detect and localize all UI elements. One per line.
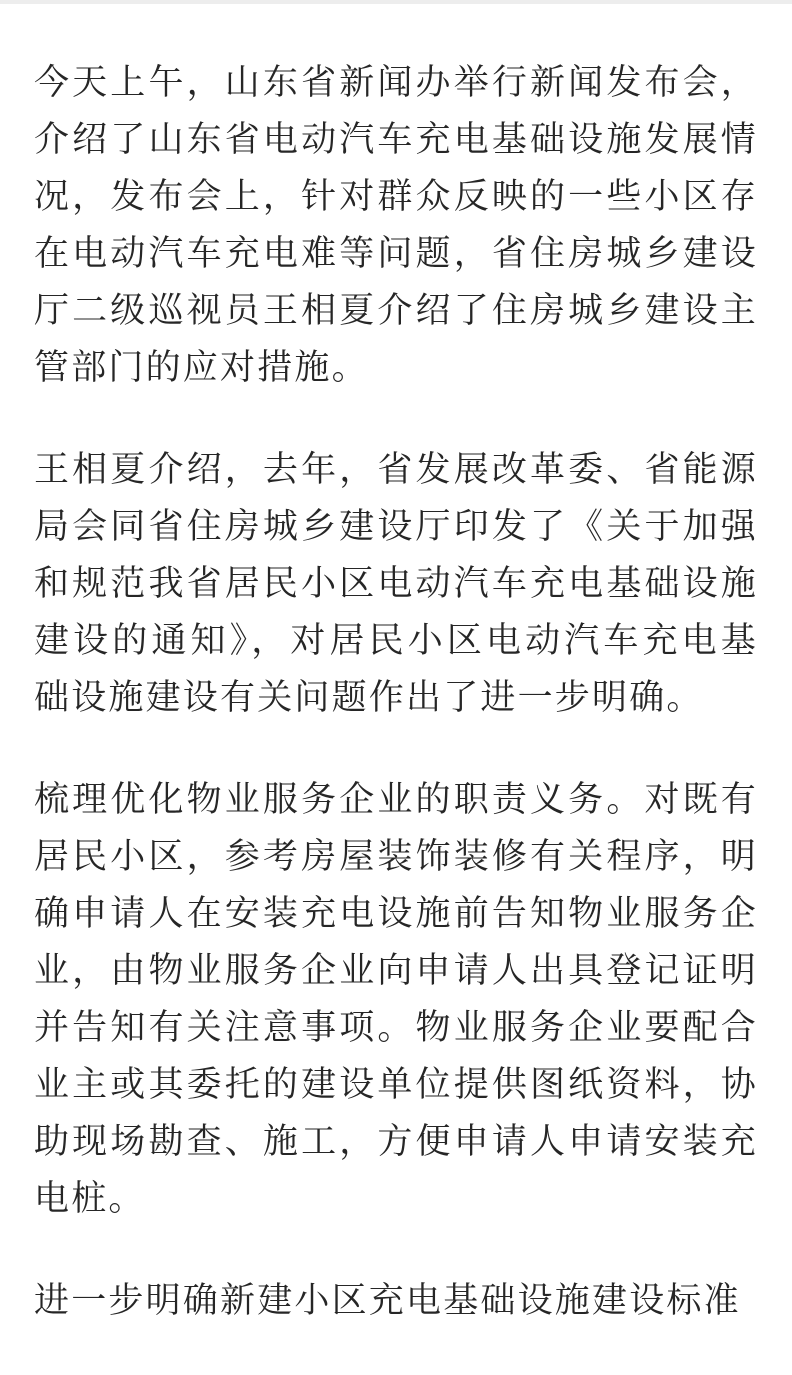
article-paragraph: 进一步明确新建小区充电基础设施建设标准 <box>34 1281 741 1321</box>
article-paragraph: 王相夏介绍，去年，省发展改革委、省能源局会同省住房城乡建设厅印发了《关于加强和规范我省居民小区电动汽车充电基础设施建设的通知》，对居民小区电动汽车充电基础设施建设有关问题作出了进一步明确。 <box>34 450 758 718</box>
article-paragraph: 今天上午，山东省新闻办举行新闻发布会，介绍了山东省电动汽车充电基础设施发展情况，发布会上，针对群众反映的一些小区存在电动汽车充电难等问题，省住房城乡建设厅二级巡视员王相夏介绍了住房城乡建设主管部门的应对措施。 <box>34 63 758 388</box>
article-body <box>34 55 758 1375</box>
article-paragraph: 梳理优化物业服务企业的职责义务。对既有居民小区，参考房屋装饰装修有关程序，明确申请人在安装充电设施前告知物业服务企业，由物业服务企业向申请人出具登记证明并告知有关注意事项。物业服务企业要配合业主或其委托的建设单位提供图纸资料，协助现场勘查、施工，方便申请人申请安装充电桩。 <box>34 780 758 1219</box>
top-divider <box>0 0 792 4</box>
